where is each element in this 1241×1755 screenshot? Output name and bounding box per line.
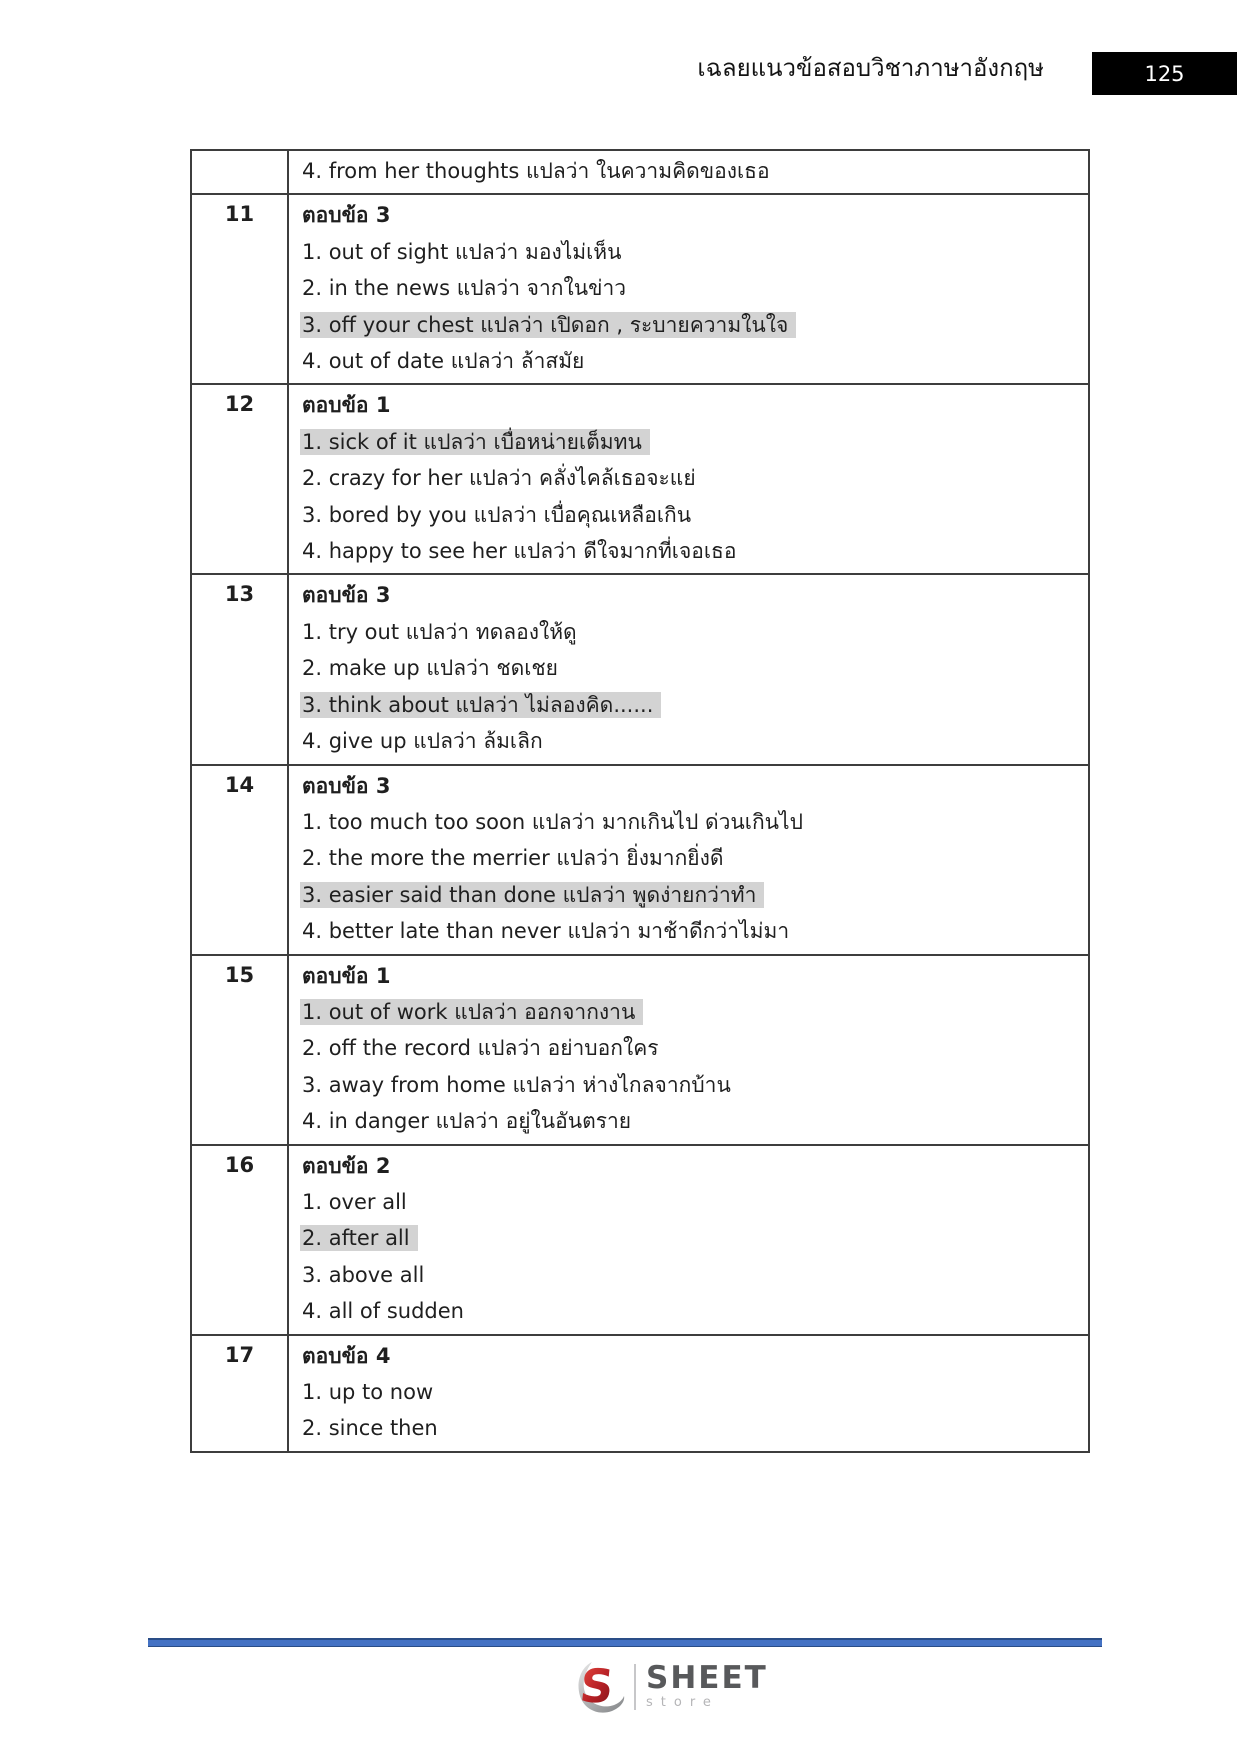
option-text: 2. since then (302, 1416, 438, 1441)
option-line (302, 650, 1078, 686)
answer-cell (289, 1146, 1088, 1334)
page-number-box (1092, 52, 1237, 95)
option-text: 3. away from home แปลว่า ห่างไกลจากบ้าน (302, 1072, 731, 1097)
option-line (302, 1293, 1078, 1329)
answer-label: ตอบข้อ 1 (302, 963, 391, 988)
option-text: 4. all of sudden (302, 1299, 464, 1324)
option-line (302, 1184, 1078, 1220)
answer-cell (289, 151, 1088, 193)
footer-divider-bar (148, 1638, 1102, 1647)
table-row (192, 383, 1088, 573)
option-text: 4. in danger แปลว่า อยู่ในอันตราย (302, 1109, 632, 1134)
answer-cell (289, 766, 1088, 954)
option-text: 4. from her thoughts แปลว่า ในความคิดของเธอ (302, 159, 770, 183)
answer-label: ตอบข้อ 3 (302, 583, 391, 608)
answer-label: ตอบข้อ 3 (302, 773, 391, 798)
option-text: 2. the more the merrier แปลว่า ยิ่งมากยิ่งดี (302, 846, 724, 871)
option-text: 4. happy to see her แปลว่า ดีใจมากที่เจอเธอ (302, 539, 737, 564)
option-line (302, 877, 1078, 913)
option-text: 2. crazy for her แปลว่า คลั่งไคล้เธอจะแย่ (302, 466, 696, 491)
answer-key-table (190, 149, 1090, 1453)
table-row (192, 151, 1088, 193)
option-line (302, 1410, 1078, 1446)
option-line (302, 307, 1078, 343)
option-text: 1. over all (302, 1189, 407, 1214)
option-text-highlighted: 3. easier said than done แปลว่า พูดง่ายกว่าทำ (300, 882, 764, 908)
option-text: 3. bored by you แปลว่า เบื่อคุณเหลือเกิน (302, 502, 692, 527)
option-text: 3. above all (302, 1262, 425, 1287)
option-line (302, 723, 1078, 759)
option-line (302, 1067, 1078, 1103)
option-text-highlighted: 1. out of work แปลว่า ออกจากงาน (300, 999, 643, 1025)
table-row (192, 1144, 1088, 1334)
option-text: 4. better late than never แปลว่า มาช้าดีกว่าไม่มา (302, 919, 790, 944)
option-text: 2. make up แปลว่า ชดเชย (302, 656, 558, 681)
option-text: 1. too much too soon แปลว่า มากเกินไป ด่วนเกินไป (302, 809, 803, 834)
option-line (302, 913, 1078, 949)
answer-label: ตอบข้อ 1 (302, 393, 391, 418)
sheet-store-s-icon (576, 1659, 626, 1715)
question-number: 12 (192, 385, 289, 573)
question-number: 16 (192, 1146, 289, 1334)
page-header-title: เฉลยแนวข้อสอบวิชาภาษาอังกฤษ (697, 54, 1044, 82)
answer-label: ตอบข้อ 4 (302, 1343, 391, 1368)
table-row (192, 1334, 1088, 1451)
option-text: 2. in the news แปลว่า จากในข่าว (302, 276, 627, 301)
table-row (192, 193, 1088, 383)
answer-label: ตอบข้อ 2 (302, 1153, 391, 1178)
option-line (302, 1030, 1078, 1066)
option-text-highlighted: 3. off your chest แปลว่า เปิดอก , ระบายความในใจ (300, 312, 796, 338)
option-line (302, 687, 1078, 723)
answer-cell (289, 956, 1088, 1144)
option-text: 4. give up แปลว่า ล้มเลิก (302, 729, 543, 754)
option-line (302, 460, 1078, 496)
table-row (192, 954, 1088, 1144)
option-line (302, 994, 1078, 1030)
option-line (302, 533, 1078, 569)
option-text: 1. up to now (302, 1380, 434, 1404)
option-line (302, 840, 1078, 876)
question-number: 11 (192, 195, 289, 383)
logo-divider (634, 1664, 636, 1710)
option-text: 4. out of date แปลว่า ล้าสมัย (302, 349, 585, 374)
option-line (302, 497, 1078, 533)
option-text: 1. try out แปลว่า ทดลองให้ดู (302, 619, 577, 644)
option-line (302, 234, 1078, 270)
answer-cell (289, 575, 1088, 763)
option-line (302, 804, 1078, 840)
option-text-highlighted: 2. after all (300, 1225, 418, 1251)
option-text-highlighted: 3. think about แปลว่า ไม่ลองคิด...... (300, 692, 661, 718)
option-text: 2. off the record แปลว่า อย่าบอกใคร (302, 1036, 659, 1061)
question-number: 17 (192, 1336, 289, 1451)
option-line (302, 1374, 1078, 1410)
question-number: 14 (192, 766, 289, 954)
option-line (302, 153, 1078, 189)
option-text-highlighted: 1. sick of it แปลว่า เบื่อหน่ายเต็มทน (300, 429, 650, 455)
question-number: 13 (192, 575, 289, 763)
option-line (302, 614, 1078, 650)
answer-cell (289, 385, 1088, 573)
answer-cell (289, 1336, 1088, 1451)
option-line (302, 1103, 1078, 1139)
answer-label: ตอบข้อ 3 (302, 203, 391, 228)
table-row (192, 764, 1088, 954)
option-line (302, 1257, 1078, 1293)
option-text: 1. out of sight แปลว่า มองไม่เห็น (302, 239, 622, 264)
table-row (192, 573, 1088, 763)
option-line (302, 1220, 1078, 1256)
option-line (302, 424, 1078, 460)
question-number (192, 151, 289, 193)
option-line (302, 270, 1078, 306)
svg-text:S: S (577, 1659, 617, 1713)
page-number: 125 (1144, 61, 1185, 86)
question-number: 15 (192, 956, 289, 1144)
option-line (302, 343, 1078, 379)
answer-cell (289, 195, 1088, 383)
sheet-store-logo (576, 1659, 768, 1715)
brand-name: SHEET (646, 1660, 768, 1696)
brand-subtitle: store (646, 1695, 719, 1710)
